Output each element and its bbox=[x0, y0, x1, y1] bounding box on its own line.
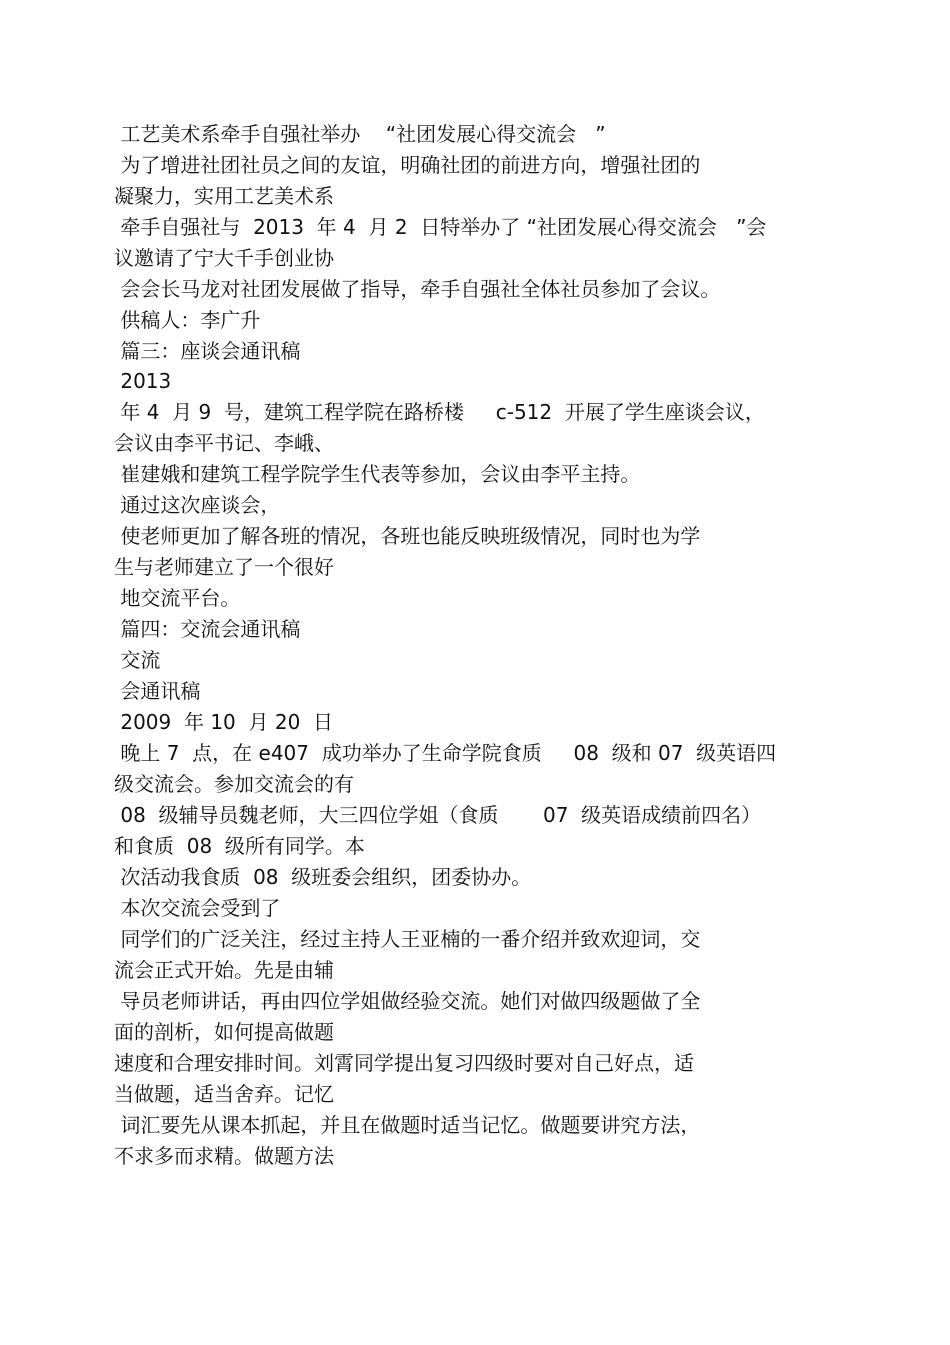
text-line: 词汇要先从课本抓起，并且在做题时适当记忆。做题要讲究方法， bbox=[114, 1113, 701, 1137]
text-line: 凝聚力，实用工艺美术系 bbox=[114, 184, 334, 208]
text-line: 议邀请了宁大千手创业协 bbox=[114, 246, 334, 270]
text-line: 次活动我食质 08 级班委会组织，团委协办。 bbox=[114, 865, 532, 889]
text-line: 通过这次座谈会， bbox=[114, 493, 281, 517]
text-line: 工艺美术系牵手自强社举办 “社团发展心得交流会 ” bbox=[114, 122, 606, 146]
text-line: 2009 年 10 月 20 日 bbox=[114, 710, 334, 734]
text-line: 会会长马龙对社团发展做了指导，牵手自强社全体社员参加了会议。 bbox=[114, 277, 721, 301]
text-line: 晚上 7 点，在 e407 成功举办了生命学院食质 08 级和 07 级英语四 bbox=[114, 741, 777, 765]
text-line: 会通讯稿 bbox=[114, 679, 201, 703]
section-heading: 篇三：座谈会通讯稿 bbox=[114, 339, 301, 363]
text-line: 当做题，适当舍弃。记忆 bbox=[114, 1082, 334, 1106]
text-line: 牵手自强社与 2013 年 4 月 2 日特举办了 “社团发展心得交流会 ”会 bbox=[114, 215, 767, 239]
text-line: 地交流平台。 bbox=[114, 586, 241, 610]
text-line: 年 4 月 9 号，建筑工程学院在路桥楼 c-512 开展了学生座谈会议， bbox=[114, 400, 765, 424]
text-line: 流会正式开始。先是由辅 bbox=[114, 958, 334, 982]
text-line: 使老师更加了解各班的情况，各班也能反映班级情况，同时也为学 bbox=[114, 524, 701, 548]
section-heading: 篇四：交流会通讯稿 bbox=[114, 617, 301, 641]
text-line: 不求多而求精。做题方法 bbox=[114, 1144, 334, 1168]
text-line: 交流 bbox=[114, 648, 161, 672]
text-line: 和食质 08 级所有同学。本 bbox=[114, 834, 365, 858]
text-line: 为了增进社团社员之间的友谊，明确社团的前进方向，增强社团的 bbox=[114, 153, 701, 177]
text-line: 生与老师建立了一个很好 bbox=[114, 555, 334, 579]
text-line: 供稿人：李广升 bbox=[114, 308, 261, 332]
text-line: 同学们的广泛关注，经过主持人王亚楠的一番介绍并致欢迎词，交 bbox=[114, 927, 701, 951]
text-line: 本次交流会受到了 bbox=[114, 896, 281, 920]
text-line: 2013 bbox=[114, 369, 172, 393]
text-line: 08 级辅导员魏老师，大三四位学姐（食质 07 级英语成绩前四名） bbox=[114, 803, 762, 827]
text-line: 导员老师讲话，再由四位学姐做经验交流。她们对做四级题做了全 bbox=[114, 989, 701, 1013]
text-line: 面的剖析，如何提高做题 bbox=[114, 1020, 334, 1044]
text-line: 速度和合理安排时间。刘霄同学提出复习四级时要对自己好点，适 bbox=[114, 1051, 694, 1075]
text-line: 崔建娥和建筑工程学院学生代表等参加，会议由李平主持。 bbox=[114, 462, 641, 486]
text-line: 级交流会。参加交流会的有 bbox=[114, 772, 354, 796]
text-line: 会议由李平书记、李峨、 bbox=[114, 431, 334, 455]
